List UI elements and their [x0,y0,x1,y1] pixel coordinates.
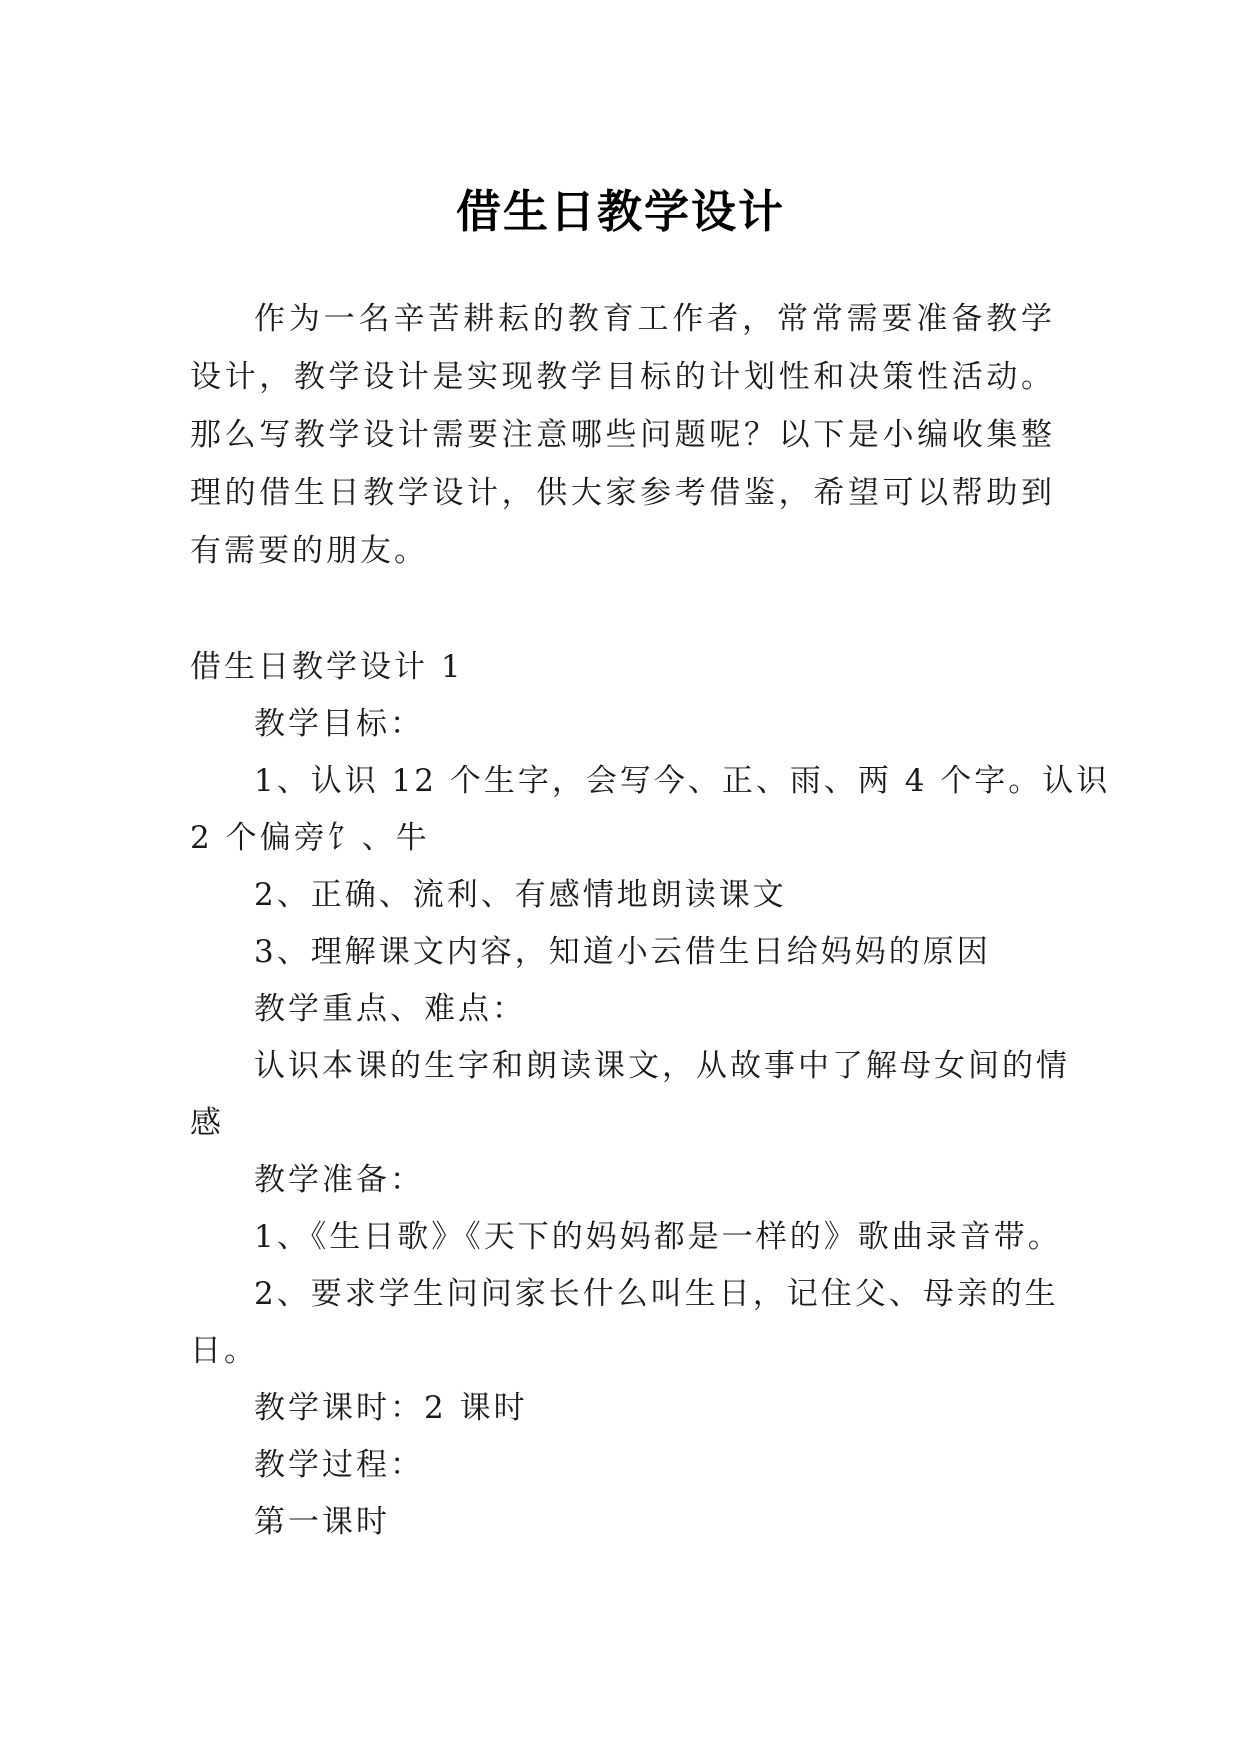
first-lesson-heading: 第一课时 [254,1504,390,1540]
teaching-goals-heading: 教学目标： [254,706,424,742]
preparation-2-continued: 日。 [190,1333,258,1369]
key-points-heading: 教学重点、难点： [254,991,526,1027]
preparation-heading: 教学准备： [254,1162,424,1198]
key-points-text-continued: 感 [190,1105,224,1141]
goal-1: 1、认识 12 个生字，会写今、正、雨、两 4 个字。认识 [254,763,1111,799]
class-hours: 教学课时：2 课时 [254,1390,528,1426]
goal-3: 3、理解课文内容，知道小云借生日给妈妈的原因 [254,934,991,970]
intro-paragraph: 作为一名辛苦耕耘的教育工作者，常常需要准备教学设计，教学设计是实现教学目标的计划性和决策性活动。那么写教学设计需要注意哪些问题呢？以下是小编收集整理的借生日教学设计，供大家参考借鉴，希望可以帮助到有需要的朋友。 [190,301,1055,569]
preparation-2: 2、要求学生问问家长什么叫生日，记住父、母亲的生 [254,1276,1059,1312]
teaching-process-heading: 教学过程： [254,1447,424,1483]
preparation-1: 1、《生日歌》《天下的妈妈都是一样的》歌曲录音带。 [254,1219,1062,1255]
section-heading: 借生日教学设计 1 [190,649,464,685]
document-title: 借生日教学设计 [455,185,785,239]
key-points-text: 认识本课的生字和朗读课文，从故事中了解母女间的情 [254,1048,1070,1084]
goal-1-continued: 2 个偏旁饣、牛 [190,820,430,856]
goal-2: 2、正确、流利、有感情地朗读课文 [254,877,787,913]
